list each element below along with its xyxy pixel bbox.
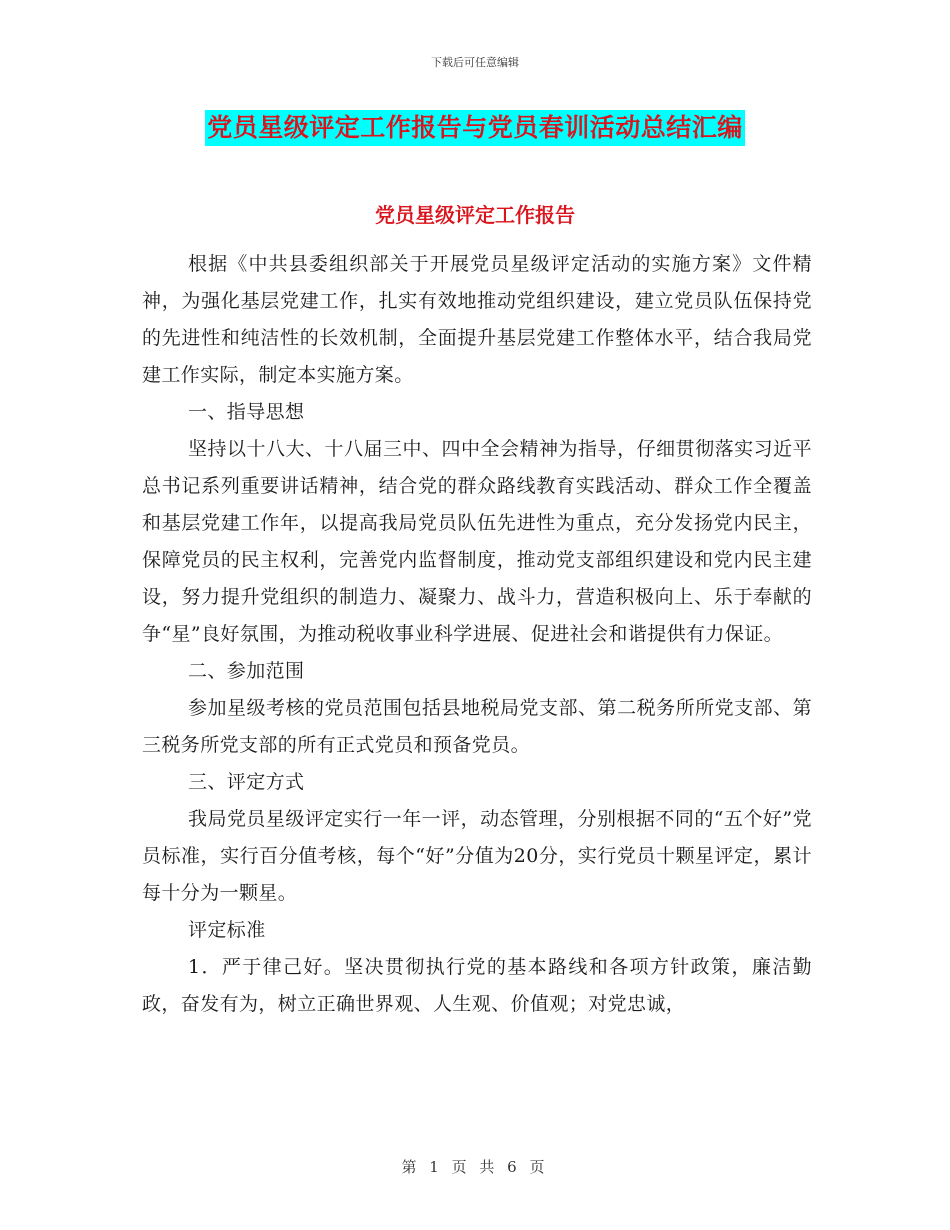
paragraph-intro: 根据《中共县委组织部关于开展党员星级评定活动的实施方案》文件精神，为强化基层党建工作，扎实有效地推动党组织建设，建立党员队伍保持党的先进性和纯洁性的长效机制，全面提升基层党建工作整体水平，结合我局党建工作实际，制定本实施方案。 [142,253,812,386]
paragraph-scope: 参加星级考核的党员范围包括县地税局党支部、第二税务所所党支部、第三税务所党支部的所有正式党员和预备党员。 [142,697,812,756]
paragraph-evaluation-method: 我局党员星级评定实行一年一评，动态管理，分别根据不同的“五个好”党员标准，实行百分值考核，每个“好”分值为20分，实行党员十颗星评定，累计每十分为一颗星。 [142,808,812,904]
page-header-note: 下载后可任意编辑 [431,56,519,69]
heading-guiding-ideology: 一、指导思想 [188,401,305,423]
heading-evaluation-criteria: 评定标准 [188,919,266,941]
main-title: 党员星级评定工作报告与党员春训活动总结汇编 [205,110,745,146]
heading-evaluation-method: 三、评定方式 [188,771,305,793]
page-footer-page-number: 第 1 页 共 6 页 [401,1158,549,1176]
heading-scope: 二、参加范围 [188,660,305,682]
paragraph-criterion-1: 1．严于律己好。坚决贯彻执行党的基本路线和各项方针政策，廉洁勤政，奋发有为，树立正确世界观、人生观、价值观；对党忠诚， [142,956,812,1015]
section-title: 党员星级评定工作报告 [375,203,575,227]
paragraph-guiding-ideology: 坚持以十八大、十八届三中、四中全会精神为指导，仔细贯彻落实习近平总书记系列重要讲话精神，结合党的群众路线教育实践活动、群众工作全覆盖和基层党建工作年，以提高我局党员队伍先进性为重点，充分发扬党内民主，保障党员的民主权利，完善党内监督制度，推动党支部组织建设和党内民主建设，努力提升党组织的制造力、凝聚力、战斗力，营造积极向上、乐于奉献的争“星”良好氛围，为推动税收事业科学进展、促进社会和谐提供有力保证。 [142,438,812,645]
main-title-container [0,110,950,146]
document-body [142,246,812,1023]
